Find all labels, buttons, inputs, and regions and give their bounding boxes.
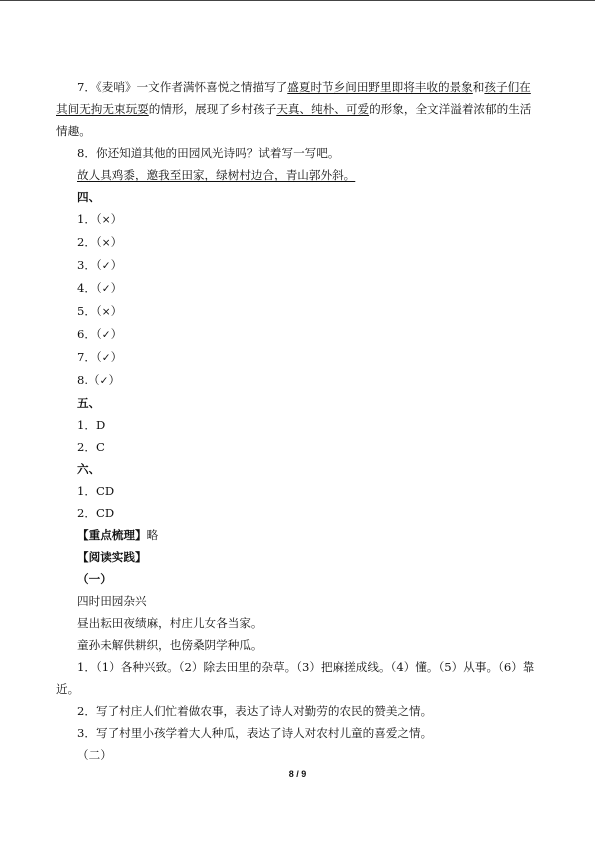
reading-part-2: （二） <box>77 748 112 762</box>
item-close-paren: ） <box>110 304 123 318</box>
section-4-item <box>56 231 542 254</box>
item-close-paren: ） <box>110 212 123 226</box>
item-close-paren: ） <box>110 258 123 272</box>
item-number: 1．（ <box>77 212 102 226</box>
answer-content <box>56 76 542 766</box>
item-number: 6．（ <box>77 327 102 341</box>
item-number: 4．（ <box>77 281 102 295</box>
section-4-item <box>56 300 542 323</box>
item-close-paren: ） <box>110 281 123 295</box>
section-4-item <box>56 346 542 369</box>
section-4-item <box>56 369 542 392</box>
section-4-heading: 四、 <box>77 190 101 204</box>
section-4-list <box>56 208 542 392</box>
cross-mark-icon: × <box>101 214 111 226</box>
check-mark-icon: ✓ <box>101 352 111 364</box>
reading-answer-1: 1．（1）各种兴致。（2）除去田里的杂草。（3）把麻搓成线。（4）懂。（5）从事。（6）靠近。 <box>56 660 535 696</box>
q7-paragraph <box>56 76 542 142</box>
section-5-item: 1．D <box>77 418 106 432</box>
poem-line-1: 昼出耘田夜绩麻，村庄儿女各当家。 <box>77 616 263 630</box>
q7-text-d: 的形象，全文洋溢着浓郁的生活情趣。 <box>56 102 532 138</box>
item-close-paren: ） <box>110 350 123 364</box>
key-points-label: 【重点梳理】 <box>77 528 147 542</box>
top-border-line <box>0 0 595 1</box>
item-close-paren: ） <box>108 373 121 387</box>
q8-answer-text: 故人具鸡黍，邀我至田家，绿树村边合，青山郭外斜。 <box>77 168 356 182</box>
poem-title: 四时田园杂兴 <box>77 594 147 608</box>
item-number: 5．（ <box>77 304 102 318</box>
section-6-heading: 六、 <box>77 462 101 476</box>
q7-underline-1: 盛夏时节乡间田野里即将丰收的景象 <box>287 80 473 94</box>
check-mark-icon: ✓ <box>101 283 111 295</box>
check-mark-icon: ✓ <box>101 329 111 341</box>
q8-answer <box>56 164 542 186</box>
q7-underline-3: 天真、纯朴、可爱 <box>276 102 370 116</box>
section-6-item: 2．CD <box>77 506 115 520</box>
reading-label: 【阅读实践】 <box>77 550 147 564</box>
section-4-item <box>56 323 542 346</box>
reading-answer-2: 2．写了村庄人们忙着做农事，表达了诗人对勤劳的农民的赞美之情。 <box>77 704 433 718</box>
key-points <box>56 524 542 546</box>
poem-line-2: 童孙未解供耕织，也傍桑阴学种瓜。 <box>77 638 263 652</box>
item-number: 3．（ <box>77 258 102 272</box>
item-number: 7．（ <box>77 350 102 364</box>
cross-mark-icon: × <box>101 237 111 249</box>
q7-text-c: 的情形，展现了乡村孩子 <box>148 102 277 116</box>
item-close-paren: ） <box>110 235 123 249</box>
q7-underline-2: 孩子们在其间无拘无束玩耍 <box>56 80 531 116</box>
check-mark-icon: ✓ <box>101 260 111 272</box>
section-5-item: 2．C <box>77 440 105 454</box>
section-4-item <box>56 254 542 277</box>
item-close-paren: ） <box>110 327 123 341</box>
q8-question: 8．你还知道其他的田园风光诗吗？试着写一写吧。 <box>77 146 340 160</box>
item-number: 2．（ <box>77 235 102 249</box>
cross-mark-icon: × <box>101 306 111 318</box>
page-number: 8 / 9 <box>288 769 307 779</box>
reading-part-1: （一） <box>77 572 112 586</box>
reading-answer-3: 3．写了村里小孩学着大人种瓜，表达了诗人对农村儿童的喜爱之情。 <box>77 726 433 740</box>
q7-text-b: 和 <box>472 80 485 94</box>
item-number: 8.（ <box>77 373 100 387</box>
section-4-item <box>56 277 542 300</box>
section-5-heading: 五、 <box>77 396 101 410</box>
q7-text-a: 7．《麦哨》一文作者满怀喜悦之情描写了 <box>77 80 288 94</box>
section-4-item <box>56 208 542 231</box>
section-6-item: 1．CD <box>77 484 115 498</box>
check-mark-icon: ✓ <box>99 375 109 387</box>
key-points-text: 略 <box>146 528 159 542</box>
